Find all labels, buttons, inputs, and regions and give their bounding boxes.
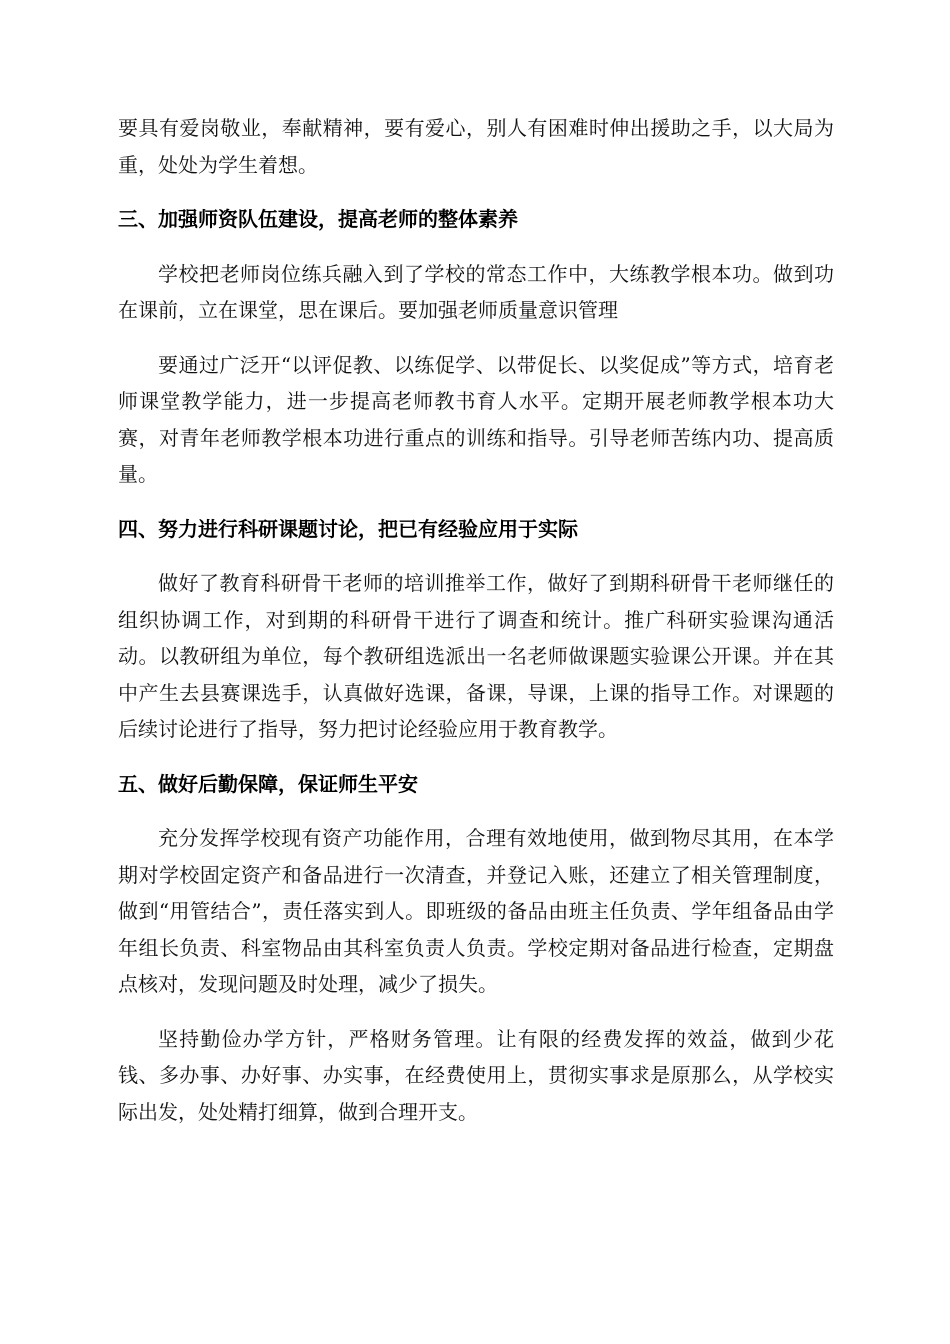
document-body	[118, 110, 834, 1148]
paragraph-4-1: 做好了教育科研骨干老师的培训推举工作，做好了到期科研骨干老师继任的组织协调工作，对到期的科研骨干进行了调查和统计。推广科研实验课沟通活动。以教研组为单位，每个教研组选派出一名老师做课题实验课公开课。并在其中产生去县赛课选手，认真做好选课，备课，导课，上课的指导工作。对课题的后续讨论进行了指导，努力把讨论经验应用于教育教学。	[118, 571, 834, 741]
paragraph-3-1: 学校把老师岗位练兵融入到了学校的常态工作中，大练教学根本功。做到功在课前，立在课堂，思在课后。要加强老师质量意识管理	[118, 261, 834, 322]
paragraph-5-2: 坚持勤俭办学方针，严格财务管理。让有限的经费发挥的效益，做到少花钱、多办事、办好事、办实事，在经费使用上，贯彻实事求是原那么，从学校实际出发，处处精打细算，做到合理开支。	[118, 1026, 834, 1124]
section-heading-4: 四、努力进行科研课题讨论，把已有经验应用于实际	[118, 516, 578, 541]
paragraph-intro: 要具有爱岗敬业，奉献精神，要有爱心，别人有困难时伸出援助之手，以大局为重，处处为学生着想。	[118, 116, 834, 177]
section-heading-3: 三、加强师资队伍建设，提高老师的整体素养	[118, 207, 518, 231]
paragraph-5-1: 充分发挥学校现有资产功能作用，合理有效地使用，做到物尽其用，在本学期对学校固定资产和备品进行一次清查，并登记入账，还建立了相关管理制度，做到“用管结合”，责任落实到人。即班级的备品由班主任负责、学年组备品由学年组长负责、科室物品由其科室负责人负责。学校定期对备品进行检查，定期盘点核对，发现问题及时处理，减少了损失。	[118, 826, 834, 996]
section-heading-5: 五、做好后勤保障，保证师生平安	[118, 771, 418, 796]
paragraph-3-2: 要通过广泛开“以评促教、以练促学、以带促长、以奖促成”等方式，培育老师课堂教学能力，进一步提高老师教书育人水平。定期开展老师教学根本功大赛，对青年老师教学根本功进行重点的训练和指导。引导老师苦练内功、提高质量。	[118, 352, 834, 486]
